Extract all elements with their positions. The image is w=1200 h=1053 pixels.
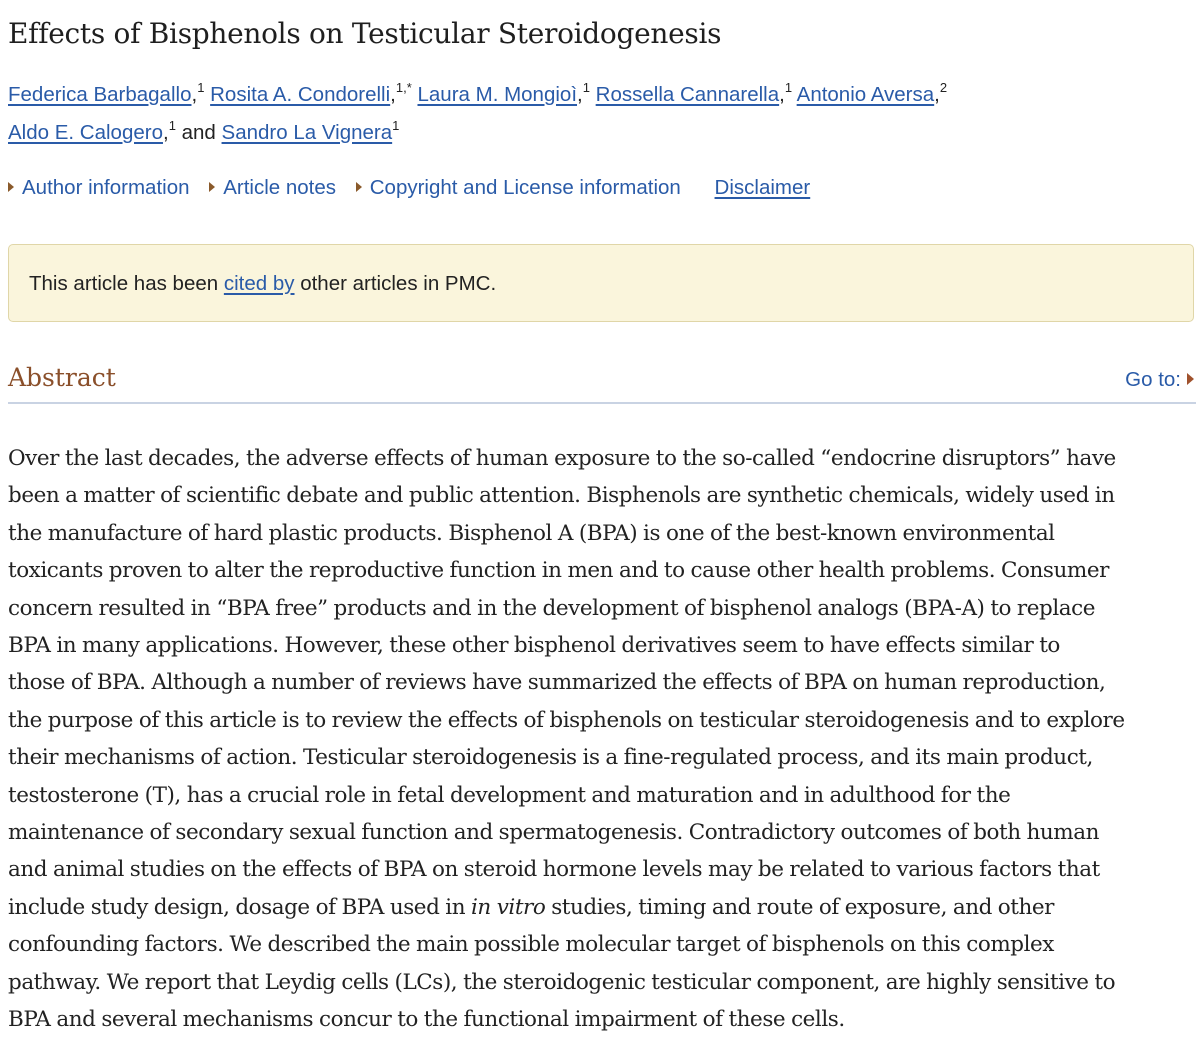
cited-by-link[interactable]: cited by [223,272,295,295]
abstract-line: confounding factors. We described the main possible molecular target of bisphenols on this complex [8,932,1054,958]
article-info-links [8,170,810,206]
affiliation-sup: 1 [197,80,205,95]
author-link[interactable]: Aldo E. Calogero [8,121,163,144]
author-list [8,76,1196,152]
abstract-line: testosterone (T), has a crucial role in fetal development and maturation and in adulthood for the [8,782,1011,808]
copyright-license-toggle[interactable]: Copyright and License information [356,170,681,206]
affiliation-sup: 1 [392,118,400,133]
author-link[interactable]: Laura M. Mongioì [417,83,578,106]
abstract-line: the manufacture of hard plastic products. Bisphenol A (BPA) is one of the best-known environmental [8,520,1055,546]
author-link[interactable]: Federica Barbagallo [8,83,192,106]
abstract-line: the purpose of this article is to review the effects of bisphenols on testicular steroidogenesis and to explore [8,707,1125,733]
abstract-line: concern resulted in “BPA free” products and in the development of bisphenol analogs (BPA-A) to replace [8,595,1096,621]
article-page [8,0,1196,1053]
author-line-1: Federica Barbagallo,$^1$ Rosita A. Condorelli,$^{1,*}$ Laura M. Mongioì,$^1$ Rossella Cannarella,$^1$ Antonio Aversa,$^2$ [8,80,948,106]
abstract-line: maintenance of secondary sexual function and spermatogenesis. Contradictory outcomes of both human [8,820,1099,846]
triangle-right-icon [1187,373,1194,385]
affiliation-sup: 1 [784,80,793,95]
cited-by-notice: This article has been cited by other articles in PMC. [8,244,1194,322]
abstract-line: and animal studies on the effects of BPA on steroid hormone levels may be related to various factors that [8,857,1100,883]
abstract-line: BPA in many applications. However, these other bisphenol derivatives seem to have effects similar to [8,633,1060,659]
abstract-text [8,440,1196,1039]
abstract-line: pathway. We report that Leydig cells (LCs), the steroidogenic testicular component, are highly sensitive to [8,969,1116,995]
triangle-right-icon [8,182,14,192]
author-information-toggle[interactable]: Author information [8,170,190,206]
author-link[interactable]: Rossella Cannarella [595,83,780,106]
authors-and: and [181,121,216,144]
author-line-2: Aldo E. Calogero,$^1$ and Sandro La Vignera$^1$ [8,118,400,144]
goto-menu[interactable]: Go to: [1125,364,1194,396]
abstract-line: toxicants proven to alter the reproductive function in men and to cause other health problems. Consumer [8,558,1109,584]
author-link[interactable]: Antonio Aversa [796,83,935,106]
author-link[interactable]: Sandro La Vignera [221,121,393,144]
article-title: Effects of Bisphenols on Testicular Steroidogenesis [8,17,722,50]
triangle-right-icon [209,182,215,192]
author-link[interactable]: Rosita A. Condorelli [210,83,391,106]
abstract-line: include study design, dosage of BPA used in in vitro studies, timing and route of exposure, and other [8,894,1054,920]
abstract-heading: Abstract [8,363,116,392]
affiliation-sup: 1 [582,80,590,95]
triangle-right-icon [356,182,362,192]
abstract-line: those of BPA. Although a number of reviews have summarized the effects of BPA on human reproduction, [8,670,1106,696]
affiliation-sup: 1,* [395,80,412,95]
abstract-line: BPA and several mechanisms concur to the functional impairment of these cells. [8,1007,845,1033]
affiliation-sup: 2 [939,80,948,95]
italic-term: in vitro [470,894,546,920]
abstract-line: their mechanisms of action. Testicular steroidogenesis is a fine-regulated process, and its main product, [8,745,1093,771]
abstract-line: Over the last decades, the adverse effects of human exposure to the so-called “endocrine disruptors” have [8,446,1116,471]
article-notes-toggle[interactable]: Article notes [209,170,336,206]
disclaimer-link[interactable]: Disclaimer [714,176,811,199]
affiliation-sup: 1 [168,118,176,133]
abstract-line: been a matter of scientific debate and public attention. Bisphenols are synthetic chemicals, widely used in [8,483,1115,509]
section-divider [8,402,1196,404]
